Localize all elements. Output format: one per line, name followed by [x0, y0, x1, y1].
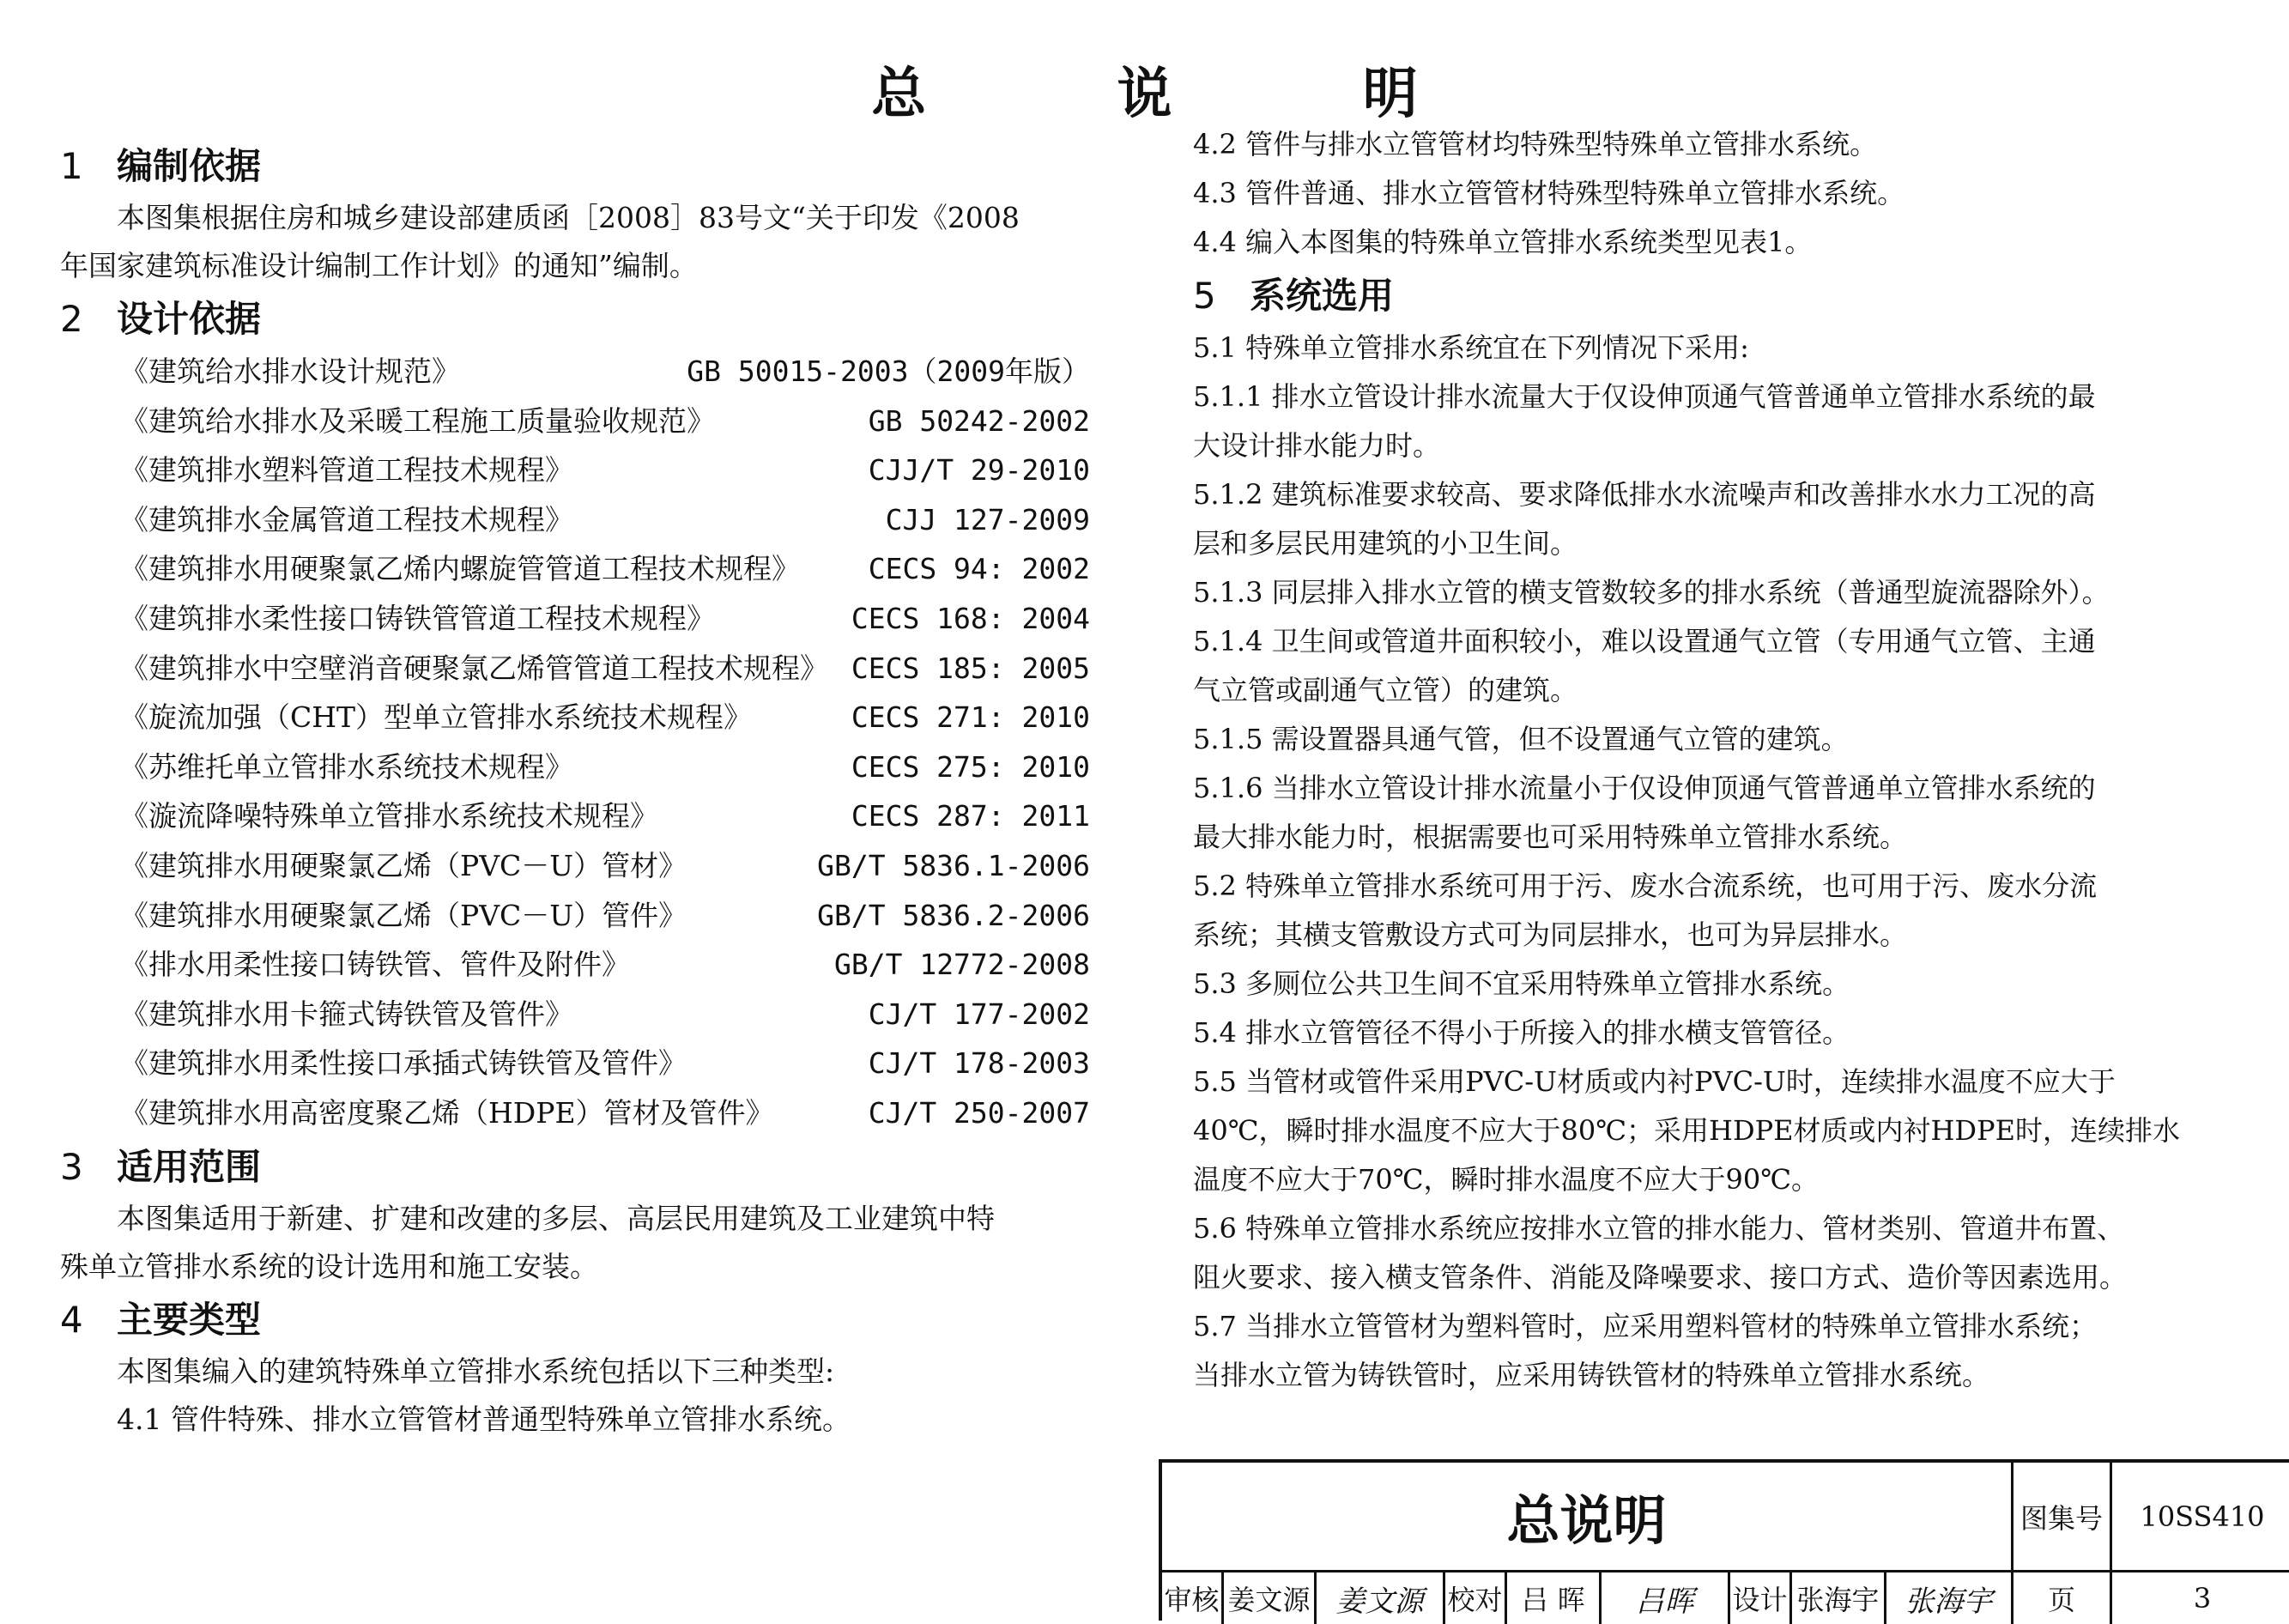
reference-name: 《建筑给水排水设计规范》 — [120, 354, 460, 388]
section-number: 5 — [1193, 275, 1216, 317]
review-label: 审核 — [1162, 1572, 1224, 1624]
section-4-text-line-1: 本图集编入的建筑特殊单立管排水系统包括以下三种类型: — [117, 1354, 835, 1388]
reference-code: CJ/T 177-2002 — [868, 997, 1090, 1031]
reference-row — [60, 644, 1090, 694]
reference-name: 《建筑给水排水及采暖工程施工质量验收规范》 — [120, 403, 715, 438]
reference-code: CECS 94: 2002 — [868, 552, 1090, 586]
reference-name: 《旋流加强（CHT）型单立管排水系统技术规程》 — [120, 700, 753, 735]
design-signature: 张海宇 — [1886, 1572, 2013, 1624]
reference-code: CJJ 127-2009 — [885, 502, 1090, 536]
text-line: 40℃，瞬时排水温度不应大于80℃；采用HDPE材质或内衬HDPE时，连续排水 — [1193, 1114, 2180, 1147]
section-1-text-line-2: 年国家建筑标准设计编制工作计划》的通知”编制。 — [60, 249, 698, 282]
page-label: 页 — [2013, 1572, 2112, 1624]
reference-row — [60, 742, 1090, 792]
reference-code: CJJ/T 29-2010 — [868, 453, 1090, 488]
reference-code: CECS 275: 2010 — [851, 749, 1090, 784]
section-4-heading — [60, 1296, 1090, 1344]
reference-row — [60, 841, 1090, 891]
reference-code: GB 50242-2002 — [868, 403, 1090, 438]
text-line: 5.1.5 需设置器具通气管，但不设置通气立管的建筑。 — [1193, 723, 1849, 755]
reference-code: CJ/T 250-2007 — [868, 1095, 1090, 1130]
reference-row — [60, 594, 1090, 644]
reference-name: 《建筑排水金属管道工程技术规程》 — [120, 502, 573, 536]
reference-name: 《建筑排水用硬聚氯乙烯内螺旋管管道工程技术规程》 — [120, 552, 800, 586]
text-line: 5.1.6 当排水立管设计排水流量小于仅设伸顶通气管普通单立管排水系统的 — [1193, 772, 2096, 804]
page-title: 总 说 明 — [871, 63, 1504, 126]
text-line: 气立管或副通气立管）的建筑。 — [1193, 674, 1578, 706]
text-line: 5.1.4 卫生间或管道井面积较小，难以设置通气立管（专用通气立管、主通 — [1193, 625, 2096, 657]
reference-row — [60, 693, 1090, 742]
text-line: 温度不应大于70℃，瞬时排水温度不应大于90℃。 — [1193, 1163, 1820, 1196]
reference-row — [60, 347, 1090, 397]
reference-row — [60, 990, 1090, 1039]
reference-code: CECS 185: 2005 — [851, 651, 1090, 685]
item-4-3: 4.3 管件普通、排水立管管材特殊型特殊单立管排水系统。 — [1193, 177, 1905, 209]
reference-name: 《苏维托单立管排水系统技术规程》 — [120, 749, 573, 784]
section-number: 4 — [60, 1298, 83, 1341]
atlas-number: 10SS410 — [2112, 1463, 2289, 1572]
reference-name: 《建筑排水用高密度聚乙烯（HDPE）管材及管件》 — [120, 1095, 774, 1130]
reference-code: GB/T 5836.1-2006 — [817, 848, 1090, 882]
text-line: 系统；其横支管敷设方式可为同层排水，也可为异层排水。 — [1193, 918, 1908, 951]
reference-row — [60, 891, 1090, 941]
text-line: 5.1.3 同层排入排水立管的横支管数较多的排水系统（普通型旋流器除外）。 — [1193, 576, 2110, 609]
reference-code: CECS 271: 2010 — [851, 700, 1090, 735]
section-3-text-line-2: 殊单立管排水系统的设计选用和施工安装。 — [60, 1249, 598, 1283]
text-line: 阻火要求、接入横支管条件、消能及降噪要求、接口方式、造价等因素选用。 — [1193, 1261, 2128, 1294]
title-block — [1159, 1459, 2289, 1621]
reference-row — [60, 791, 1090, 841]
section-number: 2 — [60, 298, 83, 340]
check-label: 校对 — [1445, 1572, 1507, 1624]
text-line: 5.1 特殊单立管排水系统宜在下列情况下采用: — [1193, 331, 1749, 364]
reference-row — [60, 495, 1090, 545]
text-line: 5.4 排水立管管径不得小于所接入的排水横支管管径。 — [1193, 1016, 1850, 1049]
text-line: 5.2 特殊单立管排水系统可用于污、废水合流系统，也可用于污、废水分流 — [1193, 870, 2098, 902]
reference-code: GB 50015-2003（2009年版） — [687, 354, 1090, 388]
text-line: 层和多层民用建筑的小卫生间。 — [1193, 527, 1578, 560]
reference-code: CECS 287: 2011 — [851, 799, 1090, 833]
reference-row — [60, 940, 1090, 990]
section-4-text-line-2: 4.1 管件特殊、排水立管管材普通型特殊单立管排水系统。 — [117, 1402, 851, 1436]
reference-name: 《建筑排水中空壁消音硬聚氯乙烯管管道工程技术规程》 — [120, 651, 828, 685]
reference-name: 《排水用柔性接口铸铁管、管件及附件》 — [120, 948, 630, 982]
reference-code: CJ/T 178-2003 — [868, 1046, 1090, 1081]
reference-name: 《漩流降噪特殊单立管排水系统技术规程》 — [120, 799, 658, 833]
review-name: 姜文源 — [1224, 1572, 1317, 1624]
text-line: 5.1.2 建筑标准要求较高、要求降低排水水流噪声和改善排水水力工况的高 — [1193, 478, 2096, 511]
reference-row — [60, 1088, 1090, 1138]
item-4-4: 4.4 编入本图集的特殊单立管排水系统类型见表1。 — [1193, 226, 1813, 258]
atlas-number-label: 图集号 — [2013, 1463, 2112, 1572]
design-name: 张海宇 — [1792, 1572, 1886, 1624]
section-title: 设计依据 — [117, 298, 262, 340]
section-title: 编制依据 — [117, 145, 262, 187]
text-line: 5.7 当排水立管管材为塑料管时，应采用塑料管材的特殊单立管排水系统； — [1193, 1310, 2098, 1342]
text-line: 5.6 特殊单立管排水系统应按排水立管的排水能力、管材类别、管道井布置、 — [1193, 1212, 2125, 1245]
section-1-heading — [60, 142, 1090, 191]
reference-code: CECS 168: 2004 — [851, 601, 1090, 635]
text-line: 5.5 当管材或管件采用PVC-U材质或内衬PVC-U时，连续排水温度不应大于 — [1193, 1065, 2116, 1098]
text-line: 5.1.1 排水立管设计排水流量大于仅设伸顶通气管普通单立管排水系统的最 — [1193, 380, 2096, 413]
section-1-text-line-1: 本图集根据住房和城乡建设部建质函［2008］83号文“关于印发《2008 — [117, 201, 1020, 234]
reference-name: 《建筑排水用硬聚氯乙烯（PVC－U）管材》 — [120, 848, 687, 882]
reference-name: 《建筑排水用硬聚氯乙烯（PVC－U）管件》 — [120, 898, 687, 932]
reference-name: 《建筑排水用柔性接口承插式铸铁管及管件》 — [120, 1046, 687, 1081]
reference-row — [60, 544, 1090, 594]
reference-name: 《建筑排水用卡箍式铸铁管及管件》 — [120, 997, 573, 1031]
text-line: 5.3 多厕位公共卫生间不宜采用特殊单立管排水系统。 — [1193, 967, 1850, 1000]
reference-row — [60, 397, 1090, 446]
text-line: 当排水立管为铸铁管时，应采用铸铁管材的特殊单立管排水系统。 — [1193, 1359, 1990, 1391]
left-column — [60, 137, 1090, 1444]
check-name: 吕 晖 — [1507, 1572, 1602, 1624]
design-label: 设计 — [1730, 1572, 1792, 1624]
reference-code: GB/T 12772-2008 — [833, 948, 1090, 982]
reference-name: 《建筑排水塑料管道工程技术规程》 — [120, 453, 573, 488]
text-line: 最大排水能力时，根据需要也可采用特殊单立管排水系统。 — [1193, 821, 1908, 853]
section-2-heading — [60, 295, 1090, 343]
item-4-2: 4.2 管件与排水立管管材均特殊型特殊单立管排水系统。 — [1193, 128, 1878, 161]
reference-name: 《建筑排水柔性接口铸铁管管道工程技术规程》 — [120, 601, 715, 635]
reference-code: GB/T 5836.2-2006 — [817, 898, 1090, 932]
page-number: 3 — [2193, 1582, 2212, 1615]
reference-row — [60, 445, 1090, 495]
section-5-heading — [1193, 272, 2206, 320]
section-3-heading — [60, 1143, 1090, 1191]
text-line: 大设计排水能力时。 — [1193, 429, 1441, 462]
section-number: 1 — [60, 145, 83, 187]
section-title: 适用范围 — [117, 1145, 262, 1188]
reference-list — [60, 347, 1090, 1138]
right-column — [1193, 120, 2206, 1400]
title-block-main-title: 总说明 — [1162, 1463, 2013, 1572]
review-signature: 姜文源 — [1317, 1572, 1445, 1624]
section-3-text-line-1: 本图集适用于新建、扩建和改建的多层、高层民用建筑及工业建筑中特 — [117, 1201, 995, 1235]
section-title: 主要类型 — [117, 1298, 262, 1341]
section-number: 3 — [60, 1145, 83, 1188]
check-signature: 吕晖 — [1602, 1572, 1730, 1624]
section-title: 系统选用 — [1250, 275, 1395, 317]
reference-row — [60, 1039, 1090, 1088]
